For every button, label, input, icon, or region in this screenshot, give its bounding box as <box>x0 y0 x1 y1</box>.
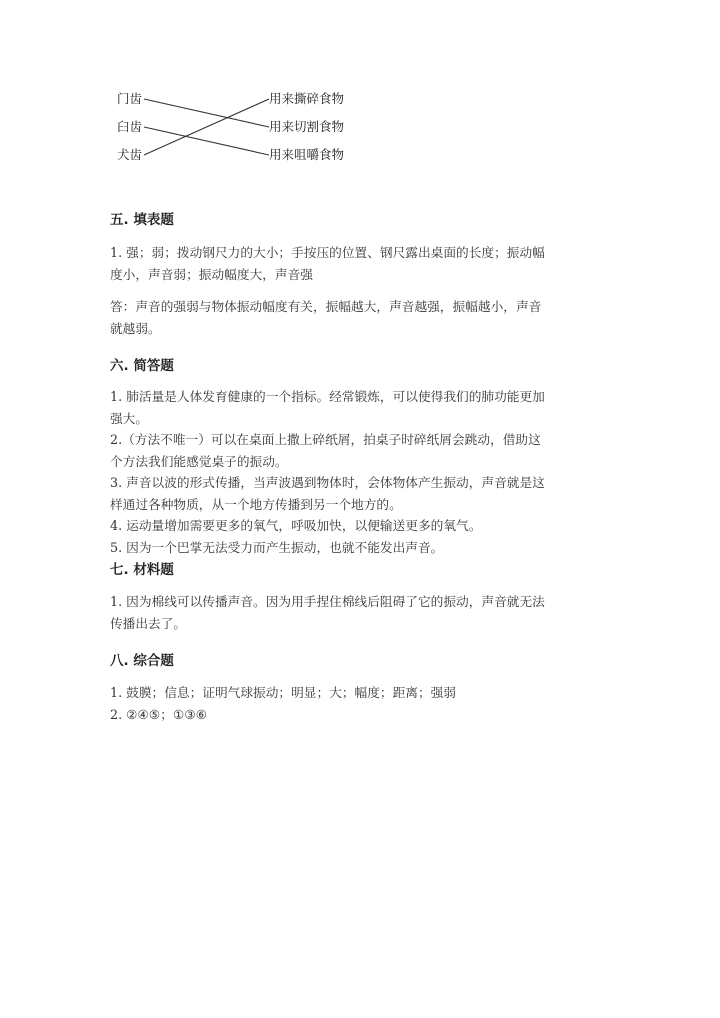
left-item-canine: 犬齿 <box>117 147 143 162</box>
matching-diagram <box>100 84 400 174</box>
section-6-title: 六. 简答题 <box>110 358 174 374</box>
text-line: 1. 肺活量是人体发育健康的一个指标。经常锻炼，可以使得我们的肺功能更加 <box>110 389 545 404</box>
text-line: 度小，声音弱；振动幅度大，声音强 <box>110 266 313 282</box>
text-line: 1. 因为棉线可以传播声音。因为用手捏住棉线后阻碍了它的振动，声音就无法 <box>110 594 545 609</box>
text-line: 样通过各种物质，从一个地方传播到另一个地方的。 <box>110 496 402 512</box>
match-line-2 <box>144 99 269 155</box>
section-5-item-1 <box>110 242 605 285</box>
text-line: 2. ②④⑤；①③⑥ <box>110 706 208 722</box>
section-8-body <box>110 682 605 725</box>
text-line: 4. 运动量增加需要更多的氧气，呼吸加快，以便输送更多的氧气。 <box>110 518 482 533</box>
right-item-tear: 用来撕碎食物 <box>269 91 345 106</box>
text-line: 个方法我们能感觉桌子的振动。 <box>110 453 288 469</box>
section-5-answer <box>110 296 605 339</box>
right-item-cut: 用来切割食物 <box>269 119 345 134</box>
text-line: 2.（方法不唯一）可以在桌面上撒上碎纸屑，拍桌子时碎纸屑会跳动，借助这 <box>110 432 541 447</box>
text-line: 1. 鼓膜；信息；证明气球振动；明显；大；幅度；距离；强弱 <box>110 685 457 700</box>
matching-lines <box>100 84 400 174</box>
section-7-body <box>110 591 605 634</box>
section-8-title: 八. 综合题 <box>110 653 174 669</box>
text-line: 1. 强；弱；拨动钢尺力的大小；手按压的位置、钢尺露出桌面的长度；振动幅 <box>110 245 545 260</box>
section-5-title: 五. 填表题 <box>110 212 174 228</box>
text-line: 就越弱。 <box>110 320 161 336</box>
text-line: 强大。 <box>110 410 149 426</box>
section-7-title: 七. 材料题 <box>110 562 174 578</box>
left-item-incisor: 门齿 <box>117 91 143 106</box>
match-line-0 <box>144 99 269 127</box>
text-line: 答：声音的强弱与物体振动幅度有关，振幅越大，声音越强，振幅越小，声音 <box>110 299 542 314</box>
section-6-body <box>110 386 605 558</box>
text-line: 5. 因为一个巴掌无法受力而产生振动，也就不能发出声音。 <box>110 539 444 555</box>
text-line: 3. 声音以波的形式传播，当声波遇到物体时，会体物体产生振动，声音就是这 <box>110 475 545 490</box>
left-item-molar: 臼齿 <box>117 119 143 134</box>
text-line: 传播出去了。 <box>110 615 187 631</box>
right-item-chew: 用来咀嚼食物 <box>269 147 345 162</box>
match-line-1 <box>144 127 269 155</box>
